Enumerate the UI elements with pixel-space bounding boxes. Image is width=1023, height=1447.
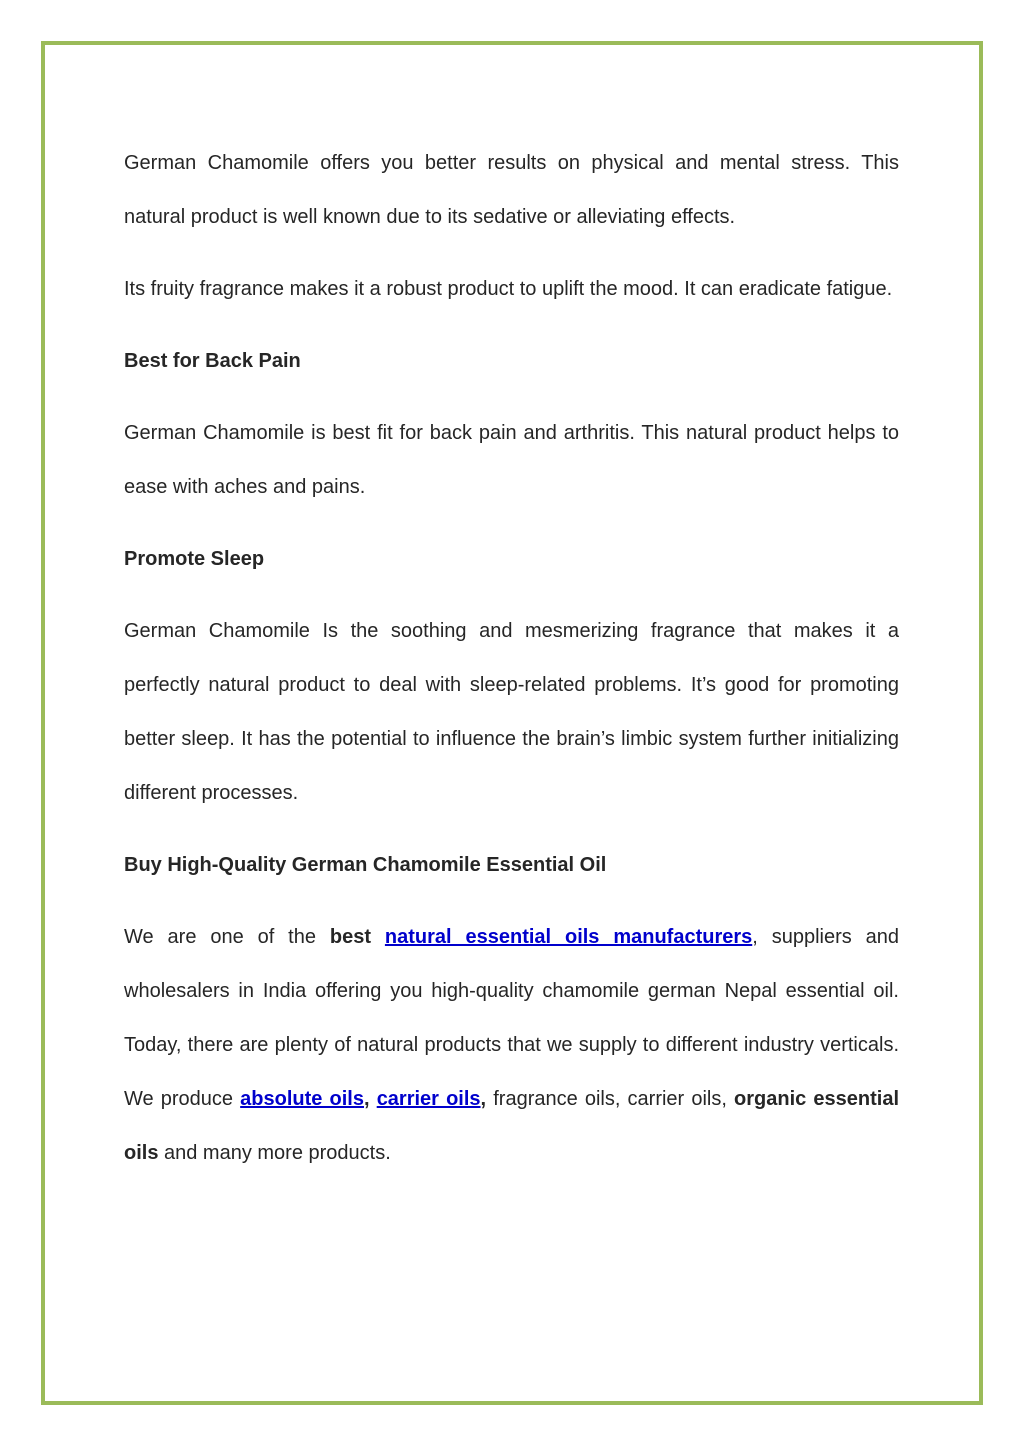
- link-natural-essential-oils-manufacturers[interactable]: natural essential oils manufacturers: [384, 926, 753, 948]
- heading-buy-oil: Buy High-Quality German Chamomile Essential Oil: [124, 854, 607, 876]
- text-segment: [371, 926, 385, 948]
- bold-separator: ,: [480, 1088, 487, 1110]
- link-absolute-oils[interactable]: absolute oils: [240, 1088, 364, 1110]
- heading-promote-sleep: Promote Sleep: [124, 548, 265, 570]
- paragraph-stress-relief: German Chamomile offers you better results on physical and mental stress. This natural product is well known due to its sedative or alleviating effects.: [124, 152, 899, 228]
- heading-back-pain: Best for Back Pain: [124, 350, 301, 372]
- text-segment: fragrance oils, carrier oils,: [486, 1088, 735, 1110]
- bold-separator: ,: [364, 1088, 377, 1110]
- text-segment: , suppliers and wholesalers in India offering you high-quality chamomile german Nepal essential oil. Today, there are plenty of natural products that we supply to different industry verticals. We produce: [124, 926, 900, 1110]
- paragraph-fragrance-mood: Its fruity fragrance makes it a robust product to uplift the mood. It can eradicate fatigue.: [124, 278, 893, 300]
- link-carrier-oils[interactable]: carrier oils: [376, 1088, 481, 1110]
- bold-organic-essential-oils: organic essential oils: [124, 1088, 899, 1164]
- paragraph-sleep: German Chamomile Is the soothing and mesmerizing fragrance that makes it a perfectly natural product to deal with sleep-related problems. It’s good for promoting better sleep. It has the potential to influence the brain’s limbic system further initializing different processes.: [124, 620, 899, 804]
- bold-best: best: [329, 926, 371, 948]
- paragraph-back-pain: German Chamomile is best fit for back pain and arthritis. This natural product helps to ease with aches and pains.: [124, 422, 899, 498]
- text-segment: We are one of the: [124, 926, 330, 948]
- paragraph-manufacturers: [124, 910, 899, 1180]
- document-body: [124, 136, 899, 1198]
- text-segment: and many more products.: [158, 1142, 391, 1164]
